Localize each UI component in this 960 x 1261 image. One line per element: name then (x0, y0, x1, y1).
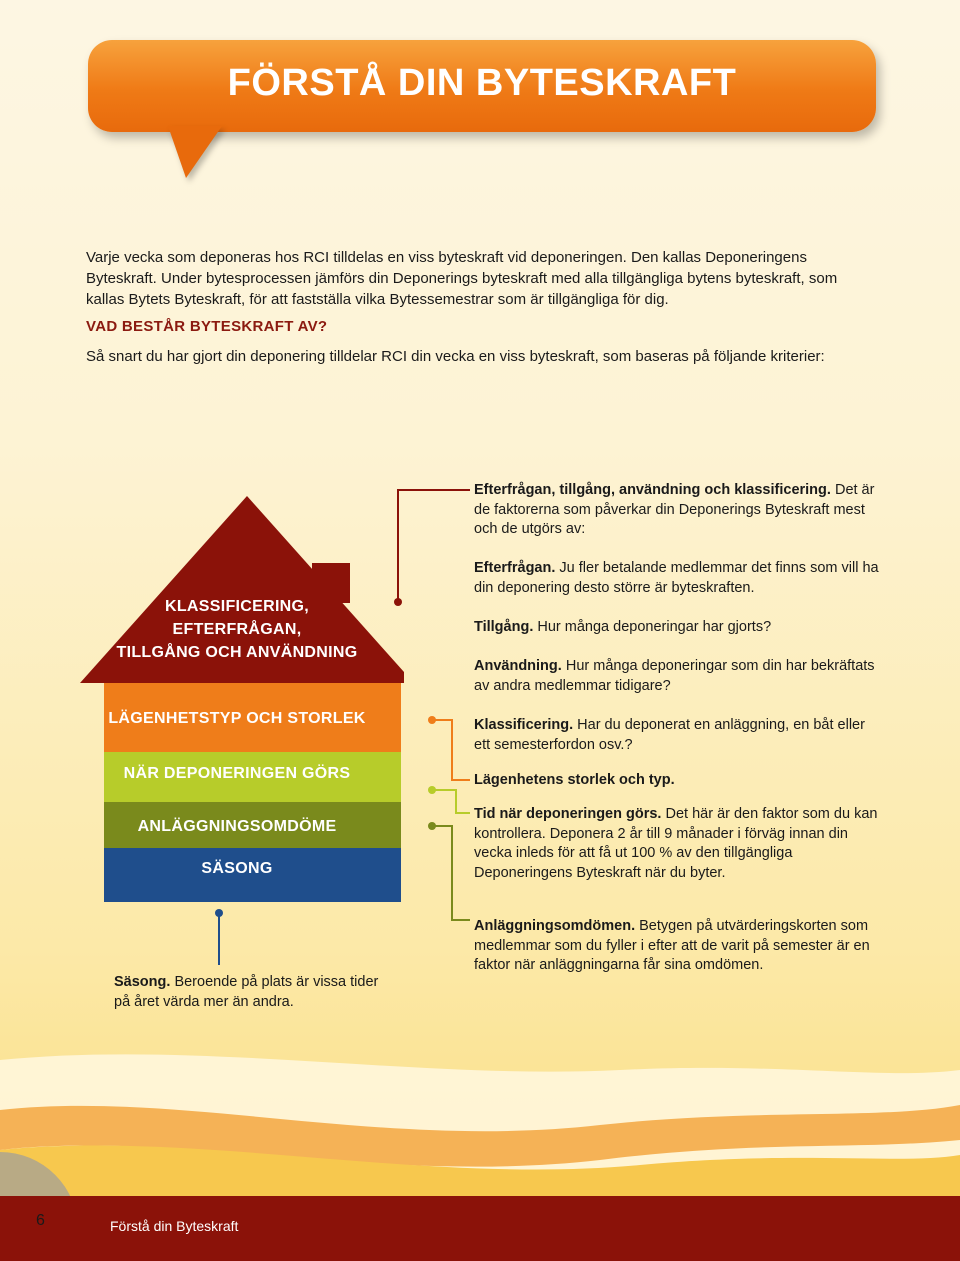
connector-dot (215, 909, 223, 917)
efterfragan-label: Efterfrågan. (474, 560, 556, 576)
connector-dot (428, 786, 436, 794)
season-block (114, 973, 384, 1012)
omdome-block (474, 917, 884, 976)
connector-dot (394, 598, 402, 606)
season-label: Säsong. (114, 974, 171, 990)
tillgang-label: Tillgång. (474, 619, 534, 635)
page-number: 6 (36, 1212, 45, 1229)
anvandning-text: Hur många deponeringar som din har bekräftats av andra medlemmar tidigare? (474, 658, 875, 694)
connector-dot (428, 822, 436, 830)
klass-block (474, 716, 884, 755)
connector-deponering (434, 790, 470, 813)
footer-title: Förstå din Byteskraft (110, 1218, 239, 1234)
lagenhet-label: Lägenhetens storlek och typ. (474, 772, 675, 788)
roof-line: EFTERFRÅGAN, (172, 621, 302, 638)
tid-block (474, 805, 884, 883)
roof-label (104, 595, 370, 664)
demand-block (474, 481, 884, 540)
criteria-intro: Så snart du har gjort din deponering tilldelar RCI din vecka en viss byteskraft, som baseras på följande kriterier: (86, 348, 825, 365)
klass-label: Klassificering. (474, 717, 574, 733)
connector-dot (428, 716, 436, 724)
roof-line: TILLGÅNG OCH ANVÄNDNING (116, 644, 358, 661)
connector-roof (398, 490, 470, 600)
tid-text: Det här är den faktor som du kan kontrollera. Deponera 2 år till 9 månader i förväg innan din vecka inleds för att få ut 100 % av den tillgängliga Deponeringens Byteskraft när du byter. (474, 806, 878, 881)
band-label-deponering: NÄR DEPONERINGEN GÖRS (123, 765, 351, 782)
page-title: FÖRSTÅ DIN BYTESKRAFT (227, 62, 737, 104)
band-label-lagenhet: LÄGENHETSTYP OCH STORLEK (108, 710, 366, 727)
efterfragan-block (474, 559, 884, 598)
section-heading: VAD BESTÅR BYTESKRAFT AV? (86, 318, 328, 335)
tillgang-block (474, 618, 884, 638)
klass-text: Har du deponerat en anläggning, en båt eller ett semesterfordon osv.? (474, 717, 865, 753)
anvandning-label: Användning. (474, 658, 562, 674)
demand-text: Det är de faktorerna som påverkar din Deponerings Byteskraft mest och de utgörs av: (474, 482, 875, 537)
connector-omdome (434, 826, 470, 920)
efterfragan-text: Ju fler betalande medlemmar det finns som vill ha din deponering desto större är byteskraften. (474, 560, 879, 596)
omdome-text: Betygen på utvärderingskorten som medlemmar som du fyller i efter att de varit på semester är en faktor när anläggningarna får sina omdömen. (474, 918, 870, 973)
connector-lagenhet (434, 720, 470, 780)
tid-label: Tid när deponeringen görs. (474, 806, 662, 822)
roof-line: KLASSIFICERING, (164, 598, 310, 615)
intro-paragraph: Varje vecka som deponeras hos RCI tilldelas en viss byteskraft vid deponeringen. Den kallas Deponeringens Byteskraft. Under bytesprocessen jämförs din Deponerings byteskraft med alla tillgängliga bytens byteskraft, som kallas Bytets Byteskraft, för att fastställa vilka Bytessemestrar som är tillgängliga för dig. (86, 249, 838, 308)
anvandning-block (474, 657, 884, 696)
demand-heading: Efterfrågan, tillgång, användning och klassificering. (474, 482, 831, 498)
season-text: Beroende på plats är vissa tider på året värda mer än andra. (114, 974, 379, 1010)
tillgang-text: Hur många deponeringar har gjorts? (537, 619, 772, 635)
omdome-label: Anläggningsomdömen. (474, 918, 636, 934)
band-label-omdome: ANLÄGGNINGSOMDÖME (137, 818, 337, 835)
lagenhet-block (474, 771, 884, 791)
band-label-sasong: SÄSONG (201, 860, 273, 877)
